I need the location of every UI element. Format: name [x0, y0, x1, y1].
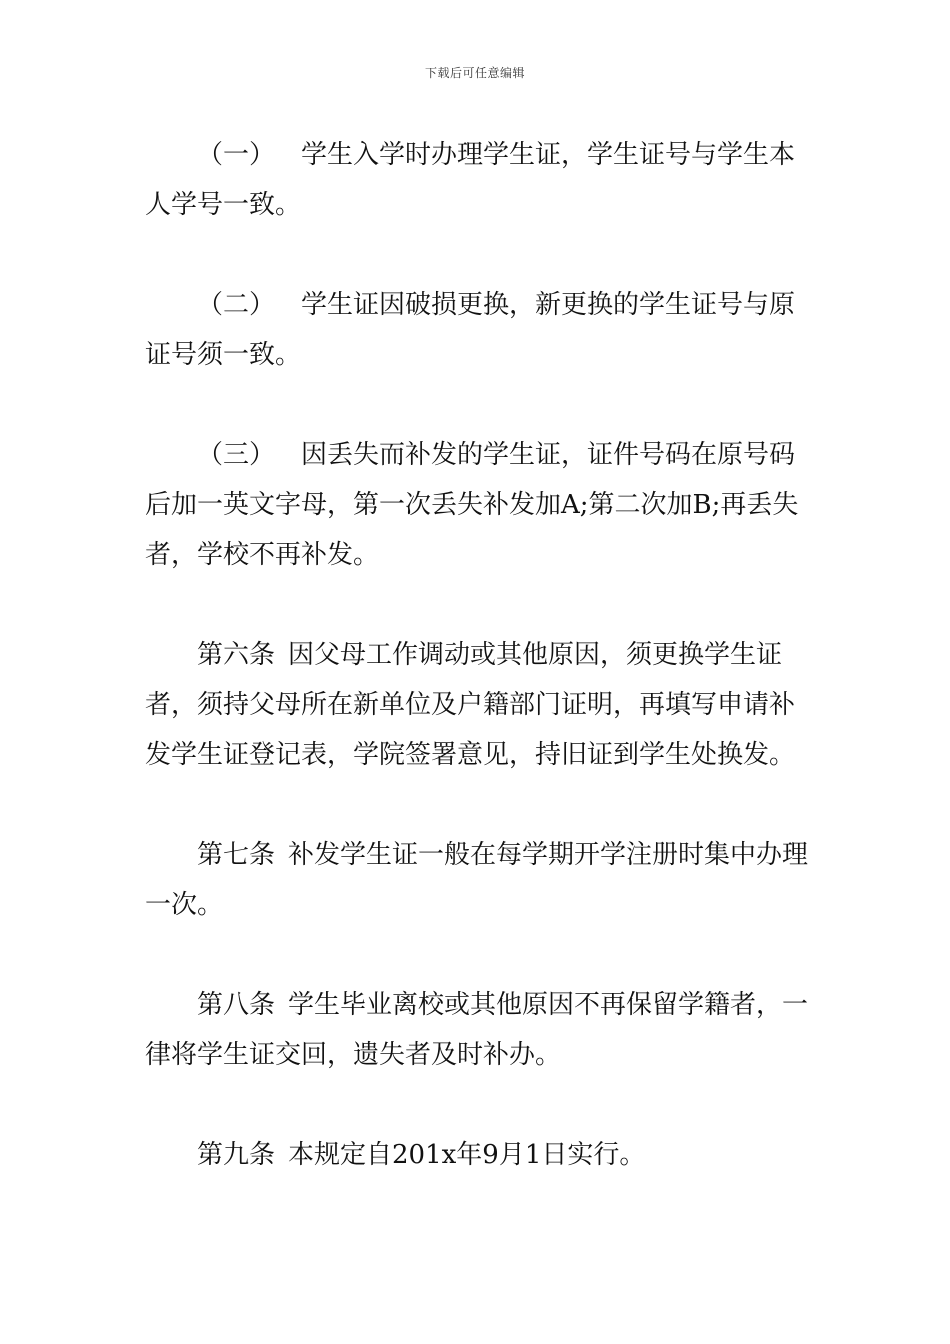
article-number: 第九条 [197, 1140, 276, 1170]
article-text: 学生毕业离校或其他原因不再保留学籍者，一律将学生证交回，遗失者及时补办。 [145, 990, 809, 1070]
clause-text: 因丢失而补发的学生证，证件号码在原号码后加一英文字母，第一次丢失补发加A;第二次加B;再丢失者，学校不再补发。 [145, 440, 799, 570]
clause-number: （三） [197, 440, 276, 470]
article-number: 第八条 [197, 990, 276, 1020]
clause-text: 学生证因破损更换，新更换的学生证号与原证号须一致。 [145, 290, 796, 370]
document-body [145, 130, 810, 1230]
article-text: 因父母工作调动或其他原因，须更换学生证者，须持父母所在新单位及户籍部门证明，再填写申请补发学生证登记表，学院签署意见，持旧证到学生处换发。 [145, 640, 796, 770]
clause-1 [145, 130, 810, 230]
article-6 [145, 630, 810, 780]
clause-text: 学生入学时办理学生证，学生证号与学生本人学号一致。 [145, 140, 796, 220]
article-8 [145, 980, 810, 1080]
clause-number: （一） [197, 140, 276, 170]
clause-2 [145, 280, 810, 380]
clause-3 [145, 430, 810, 580]
clause-number: （二） [197, 290, 276, 320]
page-header: 下载后可任意编辑 [424, 66, 525, 80]
article-number: 第六条 [197, 640, 276, 670]
article-text: 本规定自201x年9月1日实行。 [288, 1140, 646, 1170]
article-number: 第七条 [197, 840, 276, 870]
article-9 [145, 1130, 810, 1180]
article-7 [145, 830, 810, 930]
article-text: 补发学生证一般在每学期开学注册时集中办理一次。 [145, 840, 809, 920]
